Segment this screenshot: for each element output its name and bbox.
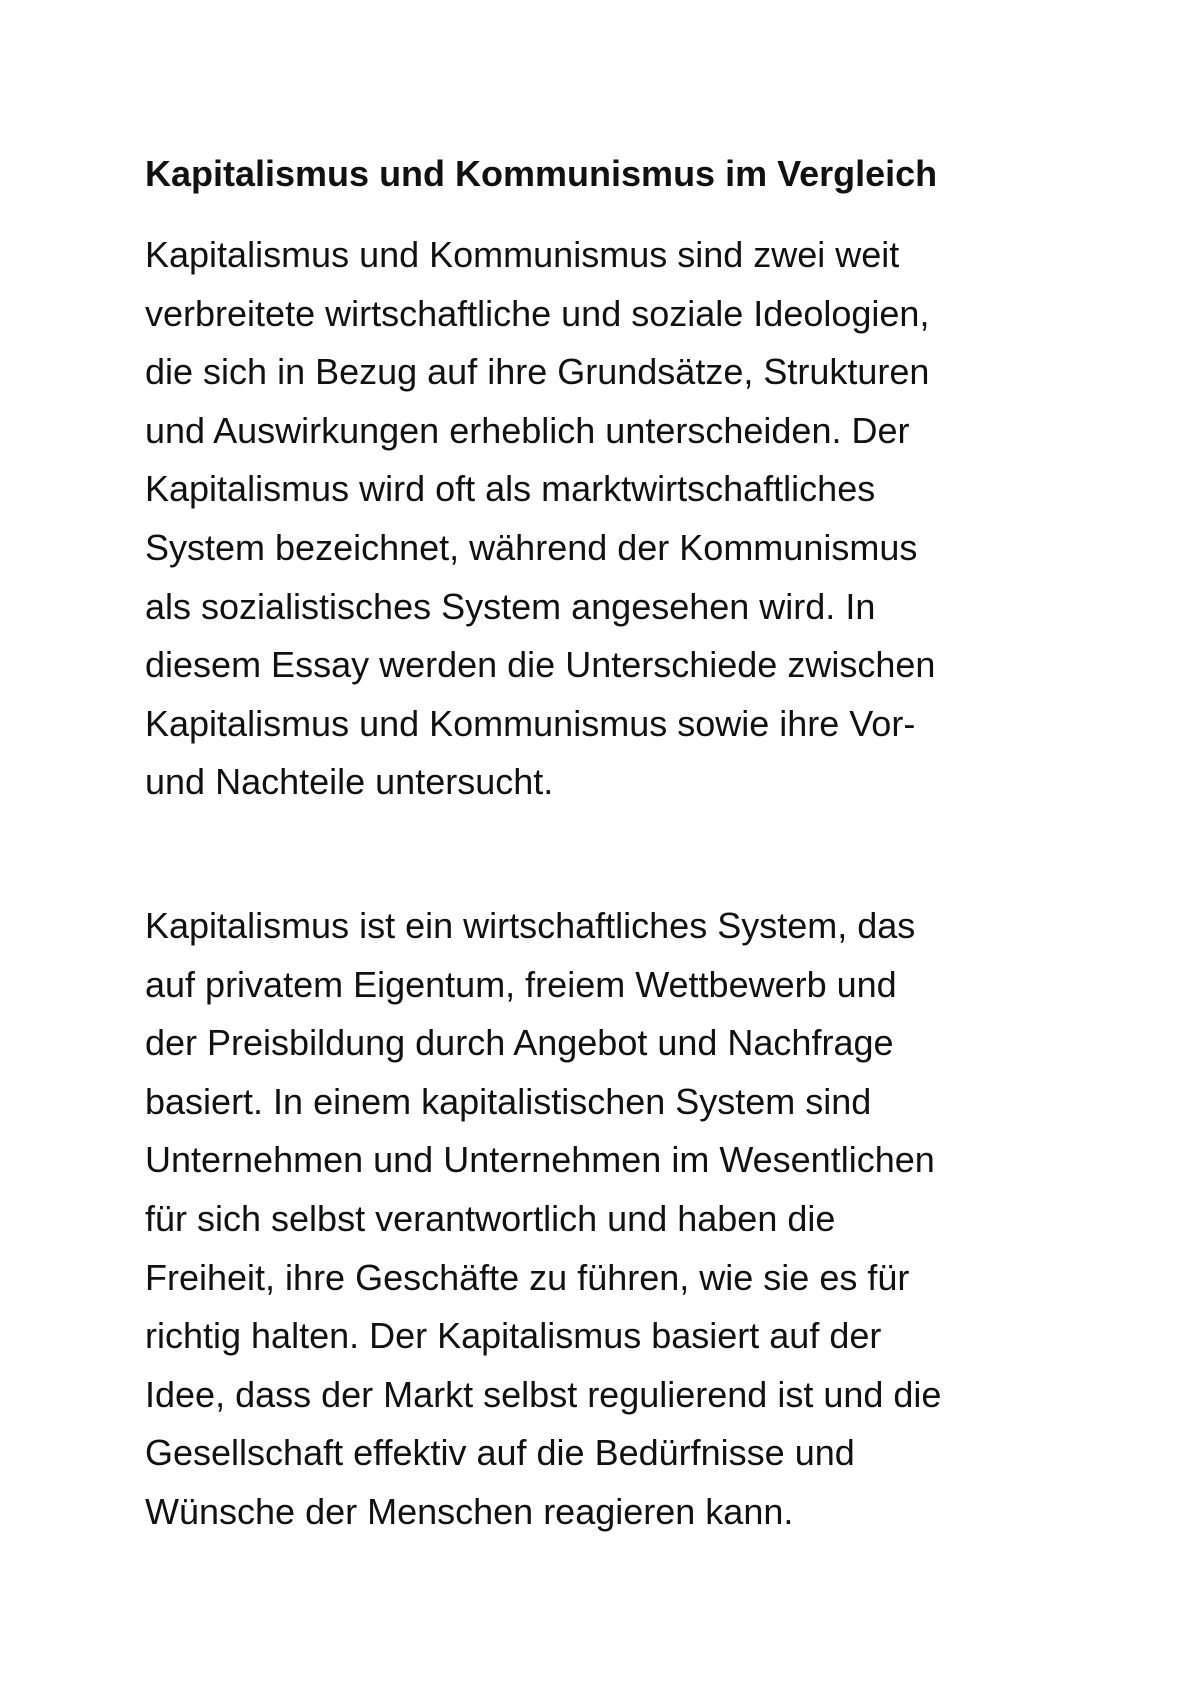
document-page	[145, 0, 1105, 1698]
paragraph-line: der Preisbildung durch Angebot und Nachfrage	[145, 1022, 894, 1064]
paragraph-line: die sich in Bezug auf ihre Grundsätze, Strukturen	[145, 351, 930, 393]
paragraph-line: Wünsche der Menschen reagieren kann.	[145, 1490, 794, 1532]
paragraph-line: Kapitalismus und Kommunismus sowie ihre Vor-	[145, 702, 916, 744]
paragraph-line: System bezeichnet, während der Kommunismus	[145, 526, 918, 568]
paragraph-line: auf privatem Eigentum, freiem Wettbewerb und	[145, 963, 897, 1005]
paragraph-line: Kapitalismus und Kommunismus sind zwei weit	[145, 234, 900, 275]
paragraph-line: verbreitete wirtschaftliche und soziale Ideologien,	[145, 292, 930, 334]
document-title: Kapitalismus und Kommunismus im Vergleich	[145, 153, 938, 194]
paragraph-line: Gesellschaft effektiv auf die Bedürfnisse und	[145, 1432, 855, 1474]
paragraph-line: Idee, dass der Markt selbst regulierend ist und die	[145, 1373, 942, 1415]
paragraph-line: für sich selbst verantwortlich und haben die	[145, 1197, 836, 1239]
paragraph-line: und Nachteile untersucht.	[145, 761, 554, 803]
paragraph-line: Unternehmen und Unternehmen im Wesentlichen	[145, 1139, 935, 1181]
paragraph-line: Kapitalismus ist ein wirtschaftliches System, das	[145, 905, 916, 946]
paragraph-line: und Auswirkungen erheblich unterscheiden. Der	[145, 409, 910, 451]
paragraph-line: Freiheit, ihre Geschäfte zu führen, wie sie es für	[145, 1256, 910, 1298]
paragraph-line: Kapitalismus wird oft als marktwirtschaftliches	[145, 468, 876, 510]
paragraph-capitalism	[145, 897, 941, 1542]
paragraph-line: basiert. In einem kapitalistischen System sind	[145, 1080, 872, 1122]
paragraph-line: diesem Essay werden die Unterschiede zwischen	[145, 644, 936, 686]
paragraph-line: richtig halten. Der Kapitalismus basiert auf der	[145, 1315, 882, 1357]
paragraph-line: als sozialistisches System angesehen wird. In	[145, 585, 876, 627]
paragraph-introduction	[145, 226, 935, 812]
